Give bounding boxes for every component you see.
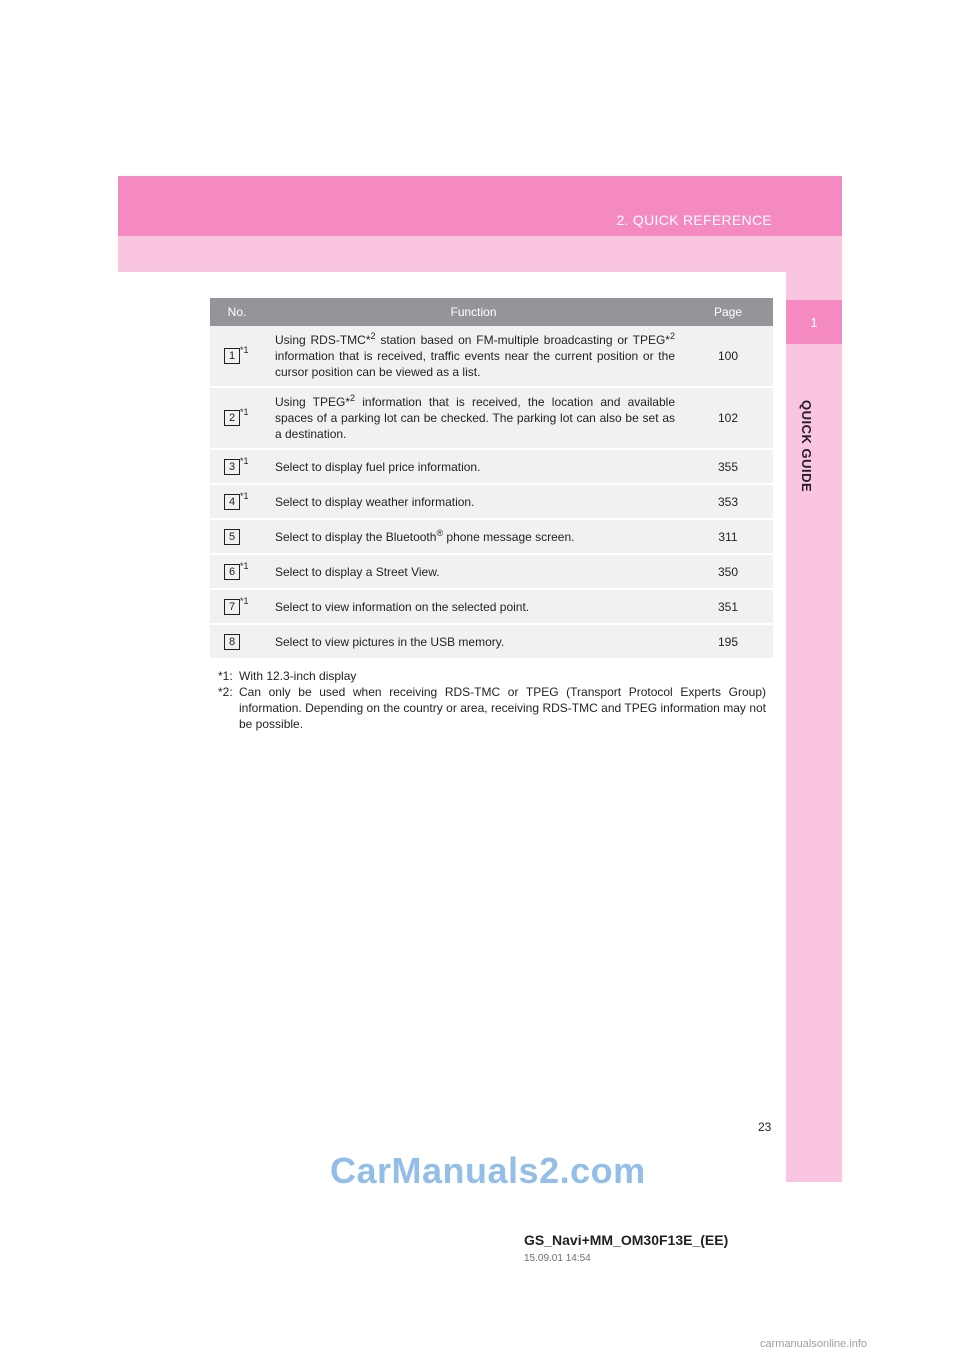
header-function: Function <box>264 298 683 326</box>
number-badge: 4 <box>224 494 240 510</box>
row-number-cell <box>210 449 264 484</box>
function-text: Select to view information on the selected point. <box>275 599 530 614</box>
page-reference: 353 <box>683 484 773 519</box>
row-number-cell <box>210 387 264 449</box>
row-number-cell <box>210 624 264 659</box>
superscript-text: ® <box>436 527 444 538</box>
footnotes <box>218 668 766 732</box>
bottom-watermark-link: carmanualsonline.info <box>760 1338 868 1350</box>
function-text: Using RDS-TMC* <box>275 333 371 347</box>
number-badge: 2 <box>224 410 240 426</box>
superscript-text: 2 <box>370 331 376 341</box>
document-timestamp: 15.09.01 14:54 <box>524 1253 591 1264</box>
header-no: No. <box>210 298 264 326</box>
function-text: Select to display fuel price information. <box>275 459 481 474</box>
footnote <box>218 684 766 732</box>
row-number-cell <box>210 326 264 387</box>
chapter-label: QUICK GUIDE <box>799 400 814 493</box>
row-number-cell <box>210 589 264 624</box>
function-description <box>264 326 683 387</box>
watermark-logo: CarManuals2.com <box>330 1150 646 1191</box>
footnote-text: Can only be used when receiving RDS-TMC or TPEG (Transport Protocol Experts Group) information. Depending on the country or area, receiving RDS-TMC and TPEG information may not be possible. <box>239 685 766 731</box>
function-text: station based on FM-multiple broadcasting or TPEG* <box>375 333 670 347</box>
table-row <box>210 449 773 484</box>
footnote-text: With 12.3-inch display <box>239 669 357 683</box>
footnote-mark: *1: <box>218 669 233 683</box>
function-text: Select to view pictures in the USB memory. <box>275 634 505 649</box>
page-reference: 102 <box>683 387 773 449</box>
function-description <box>264 449 683 484</box>
table-row <box>210 589 773 624</box>
function-description <box>264 589 683 624</box>
number-badge: 7 <box>224 599 240 615</box>
table-row <box>210 484 773 519</box>
header-band <box>118 176 842 236</box>
footnote-reference: *1 <box>240 560 249 571</box>
function-description <box>264 519 683 554</box>
function-description <box>264 484 683 519</box>
table-row <box>210 554 773 589</box>
function-text: phone message screen. <box>443 529 575 544</box>
table-body <box>210 326 773 659</box>
function-text: information that is received, traffic events near the current position or the cursor position can be viewed as a list. <box>275 349 675 379</box>
number-badge: 6 <box>224 564 240 580</box>
chapter-tab: 1 <box>786 300 842 344</box>
side-index-column <box>786 272 842 1182</box>
row-number-cell <box>210 519 264 554</box>
page-number: 23 <box>758 1120 772 1134</box>
footnote-reference: *1 <box>240 455 249 466</box>
function-description <box>264 624 683 659</box>
footnote <box>218 668 766 684</box>
table-row <box>210 519 773 554</box>
superscript-text: 2 <box>669 331 675 341</box>
row-number-cell <box>210 484 264 519</box>
page-reference: 351 <box>683 589 773 624</box>
page-reference: 350 <box>683 554 773 589</box>
function-text: Select to display weather information. <box>275 494 475 509</box>
table-header-row <box>210 298 773 326</box>
number-badge: 5 <box>224 529 240 545</box>
page-reference: 100 <box>683 326 773 387</box>
footnote-mark: *2: <box>218 685 233 699</box>
function-description <box>264 554 683 589</box>
number-badge: 1 <box>224 348 240 364</box>
number-badge: 8 <box>224 634 240 650</box>
document-code: GS_Navi+MM_OM30F13E_(EE) <box>524 1232 729 1248</box>
header-page: Page <box>683 298 773 326</box>
superscript-text: 2 <box>350 393 356 403</box>
table-row <box>210 326 773 387</box>
footnote-reference: *1 <box>240 345 249 355</box>
table-row <box>210 387 773 449</box>
page-reference: 195 <box>683 624 773 659</box>
function-description <box>264 387 683 449</box>
function-text: Select to display a Street View. <box>275 564 440 579</box>
footnote-reference: *1 <box>240 490 249 501</box>
section-title: 2. QUICK REFERENCE <box>616 212 772 228</box>
row-number-cell <box>210 554 264 589</box>
subheader-band <box>118 236 842 272</box>
function-text: Select to display the Bluetooth <box>275 529 437 544</box>
function-table <box>210 298 773 660</box>
page-reference: 355 <box>683 449 773 484</box>
function-text: information that is received, the location and available spaces of a parking lot can be checked. The parking lot can also be set as a destination. <box>275 395 675 441</box>
function-text: Using TPEG* <box>275 395 351 409</box>
table-row <box>210 624 773 659</box>
page-reference: 311 <box>683 519 773 554</box>
footnote-reference: *1 <box>240 595 249 606</box>
footnote-reference: *1 <box>240 407 249 417</box>
number-badge: 3 <box>224 459 240 475</box>
